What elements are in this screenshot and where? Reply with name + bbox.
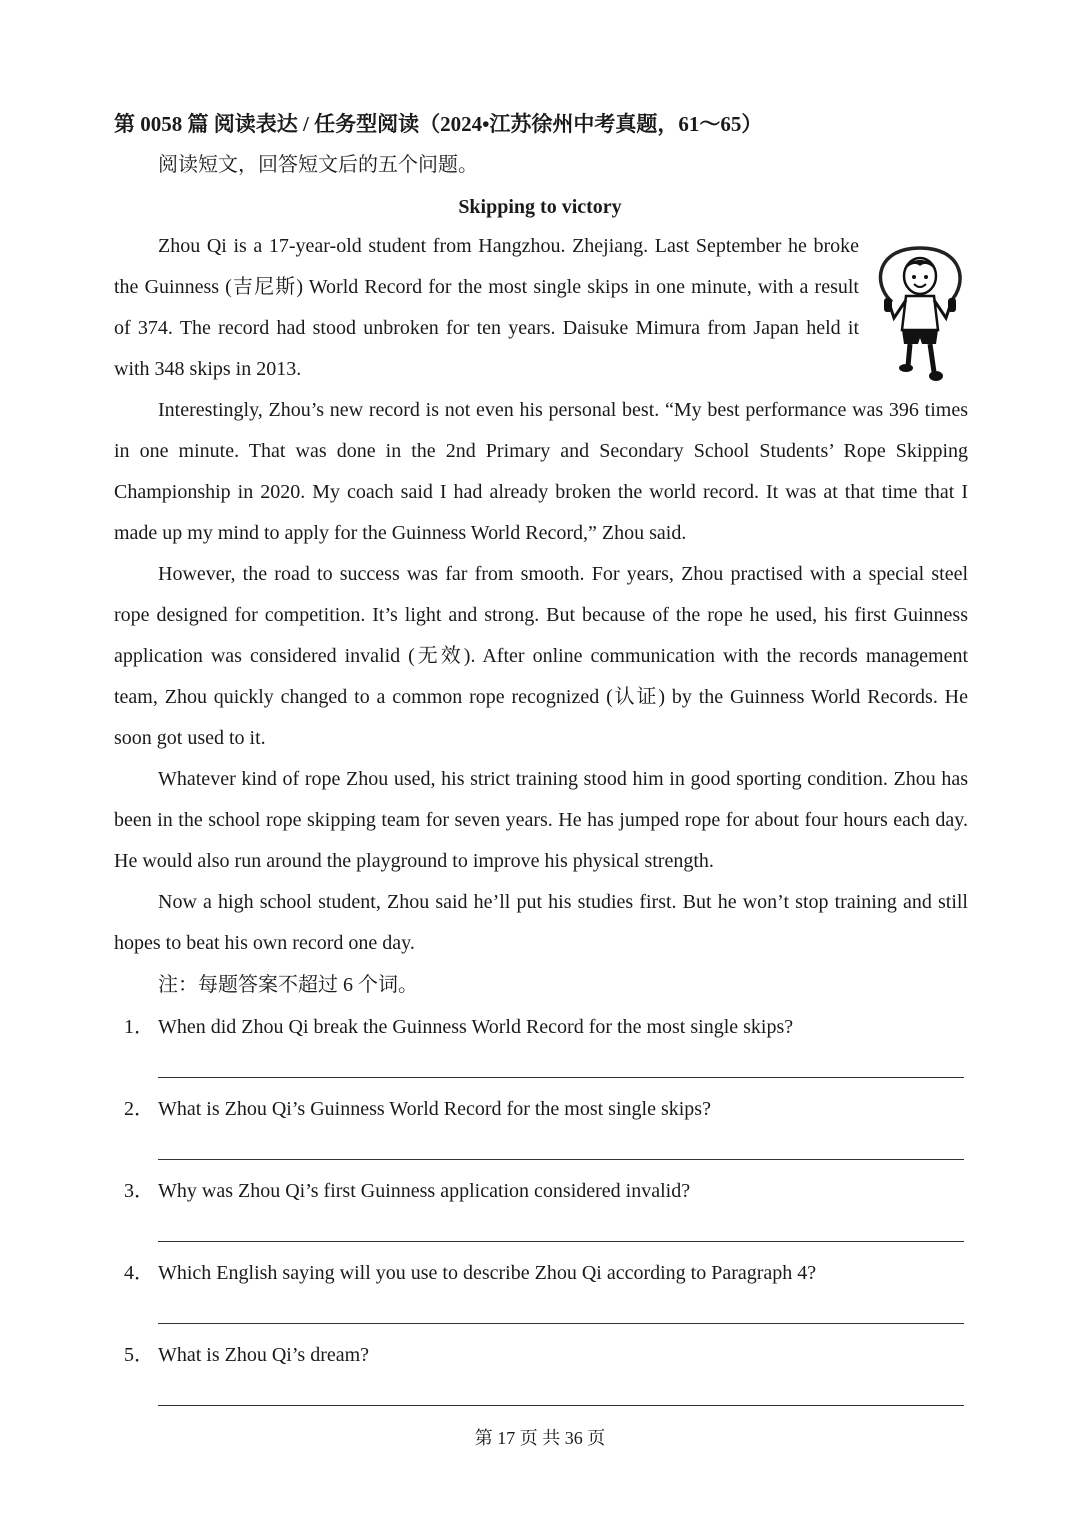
question-number: 3． <box>124 1180 154 1202</box>
question-1 <box>124 1011 793 1043</box>
question-3 <box>124 1175 690 1207</box>
answer-line-3[interactable] <box>158 1241 964 1242</box>
question-2 <box>124 1093 711 1125</box>
answer-note: 注：每题答案不超过 6 个词。 <box>158 974 418 996</box>
question-number: 4． <box>124 1262 154 1284</box>
article-paragraph-2: Interestingly, Zhou’s new record is not even his personal best. “My best performance was 396 times in one minute. That was done in the 2nd Primary and Secondary School Students’ Rope Skipping Championship in 2020. My coach said I had already broken the world record. It was at that time that I made up my mind to apply for the Guinness World Record,” Zhou said. <box>114 399 968 544</box>
article-paragraph-1: Zhou Qi is a 17-year-old student from Hangzhou. Zhejiang. Last September he broke the Guinness (吉尼斯) World Record for the most single skips in one minute, with a result of 374. The record had stood unbroken for ten years. Daisuke Mimura from Japan held it with 348 skips in 2013. <box>114 235 859 380</box>
answer-line-2[interactable] <box>158 1159 964 1160</box>
section-header: 第 0058 篇 阅读表达 / 任务型阅读（2024•江苏徐州中考真题，61～65） <box>114 112 763 136</box>
page-footer: 第 17 页 共 36 页 <box>474 1428 606 1448</box>
rope-skipping-boy-icon <box>872 244 968 386</box>
question-text: What is Zhou Qi’s dream? <box>158 1344 370 1366</box>
question-4 <box>124 1257 816 1289</box>
article-paragraph-5: Now a high school student, Zhou said he’ll put his studies first. But he won’t stop training and still hopes to beat his own record one day. <box>114 891 968 954</box>
answer-line-1[interactable] <box>158 1077 964 1078</box>
question-number: 5． <box>124 1344 154 1366</box>
question-5 <box>124 1339 369 1371</box>
answer-line-4[interactable] <box>158 1323 964 1324</box>
answer-line-5[interactable] <box>158 1405 964 1406</box>
question-text: When did Zhou Qi break the Guinness World Record for the most single skips? <box>158 1016 794 1038</box>
reading-instruction: 阅读短文，回答短文后的五个问题。 <box>158 154 478 176</box>
question-text: Why was Zhou Qi’s first Guinness application considered invalid? <box>158 1180 691 1202</box>
article-title: Skipping to victory <box>458 196 622 218</box>
article-paragraph-4: Whatever kind of rope Zhou used, his strict training stood him in good sporting condition. Zhou has been in the school rope skipping team for seven years. He has jumped rope for about four hours each day. He would also run around the playground to improve his physical strength. <box>114 768 968 872</box>
article-paragraph-3: However, the road to success was far from smooth. For years, Zhou practised with a special steel rope designed for competition. It’s light and strong. But because of the rope he used, his first Guinness application was considered invalid (无效). After online communication with the records management team, Zhou quickly changed to a common rope recognized (认证) by the Guinness World Records. He soon got used to it. <box>114 563 968 749</box>
question-number: 2． <box>124 1098 154 1120</box>
question-text: What is Zhou Qi’s Guinness World Record for the most single skips? <box>158 1098 711 1120</box>
question-number: 1． <box>124 1016 154 1038</box>
question-text: Which English saying will you use to describe Zhou Qi according to Paragraph 4? <box>158 1262 817 1284</box>
